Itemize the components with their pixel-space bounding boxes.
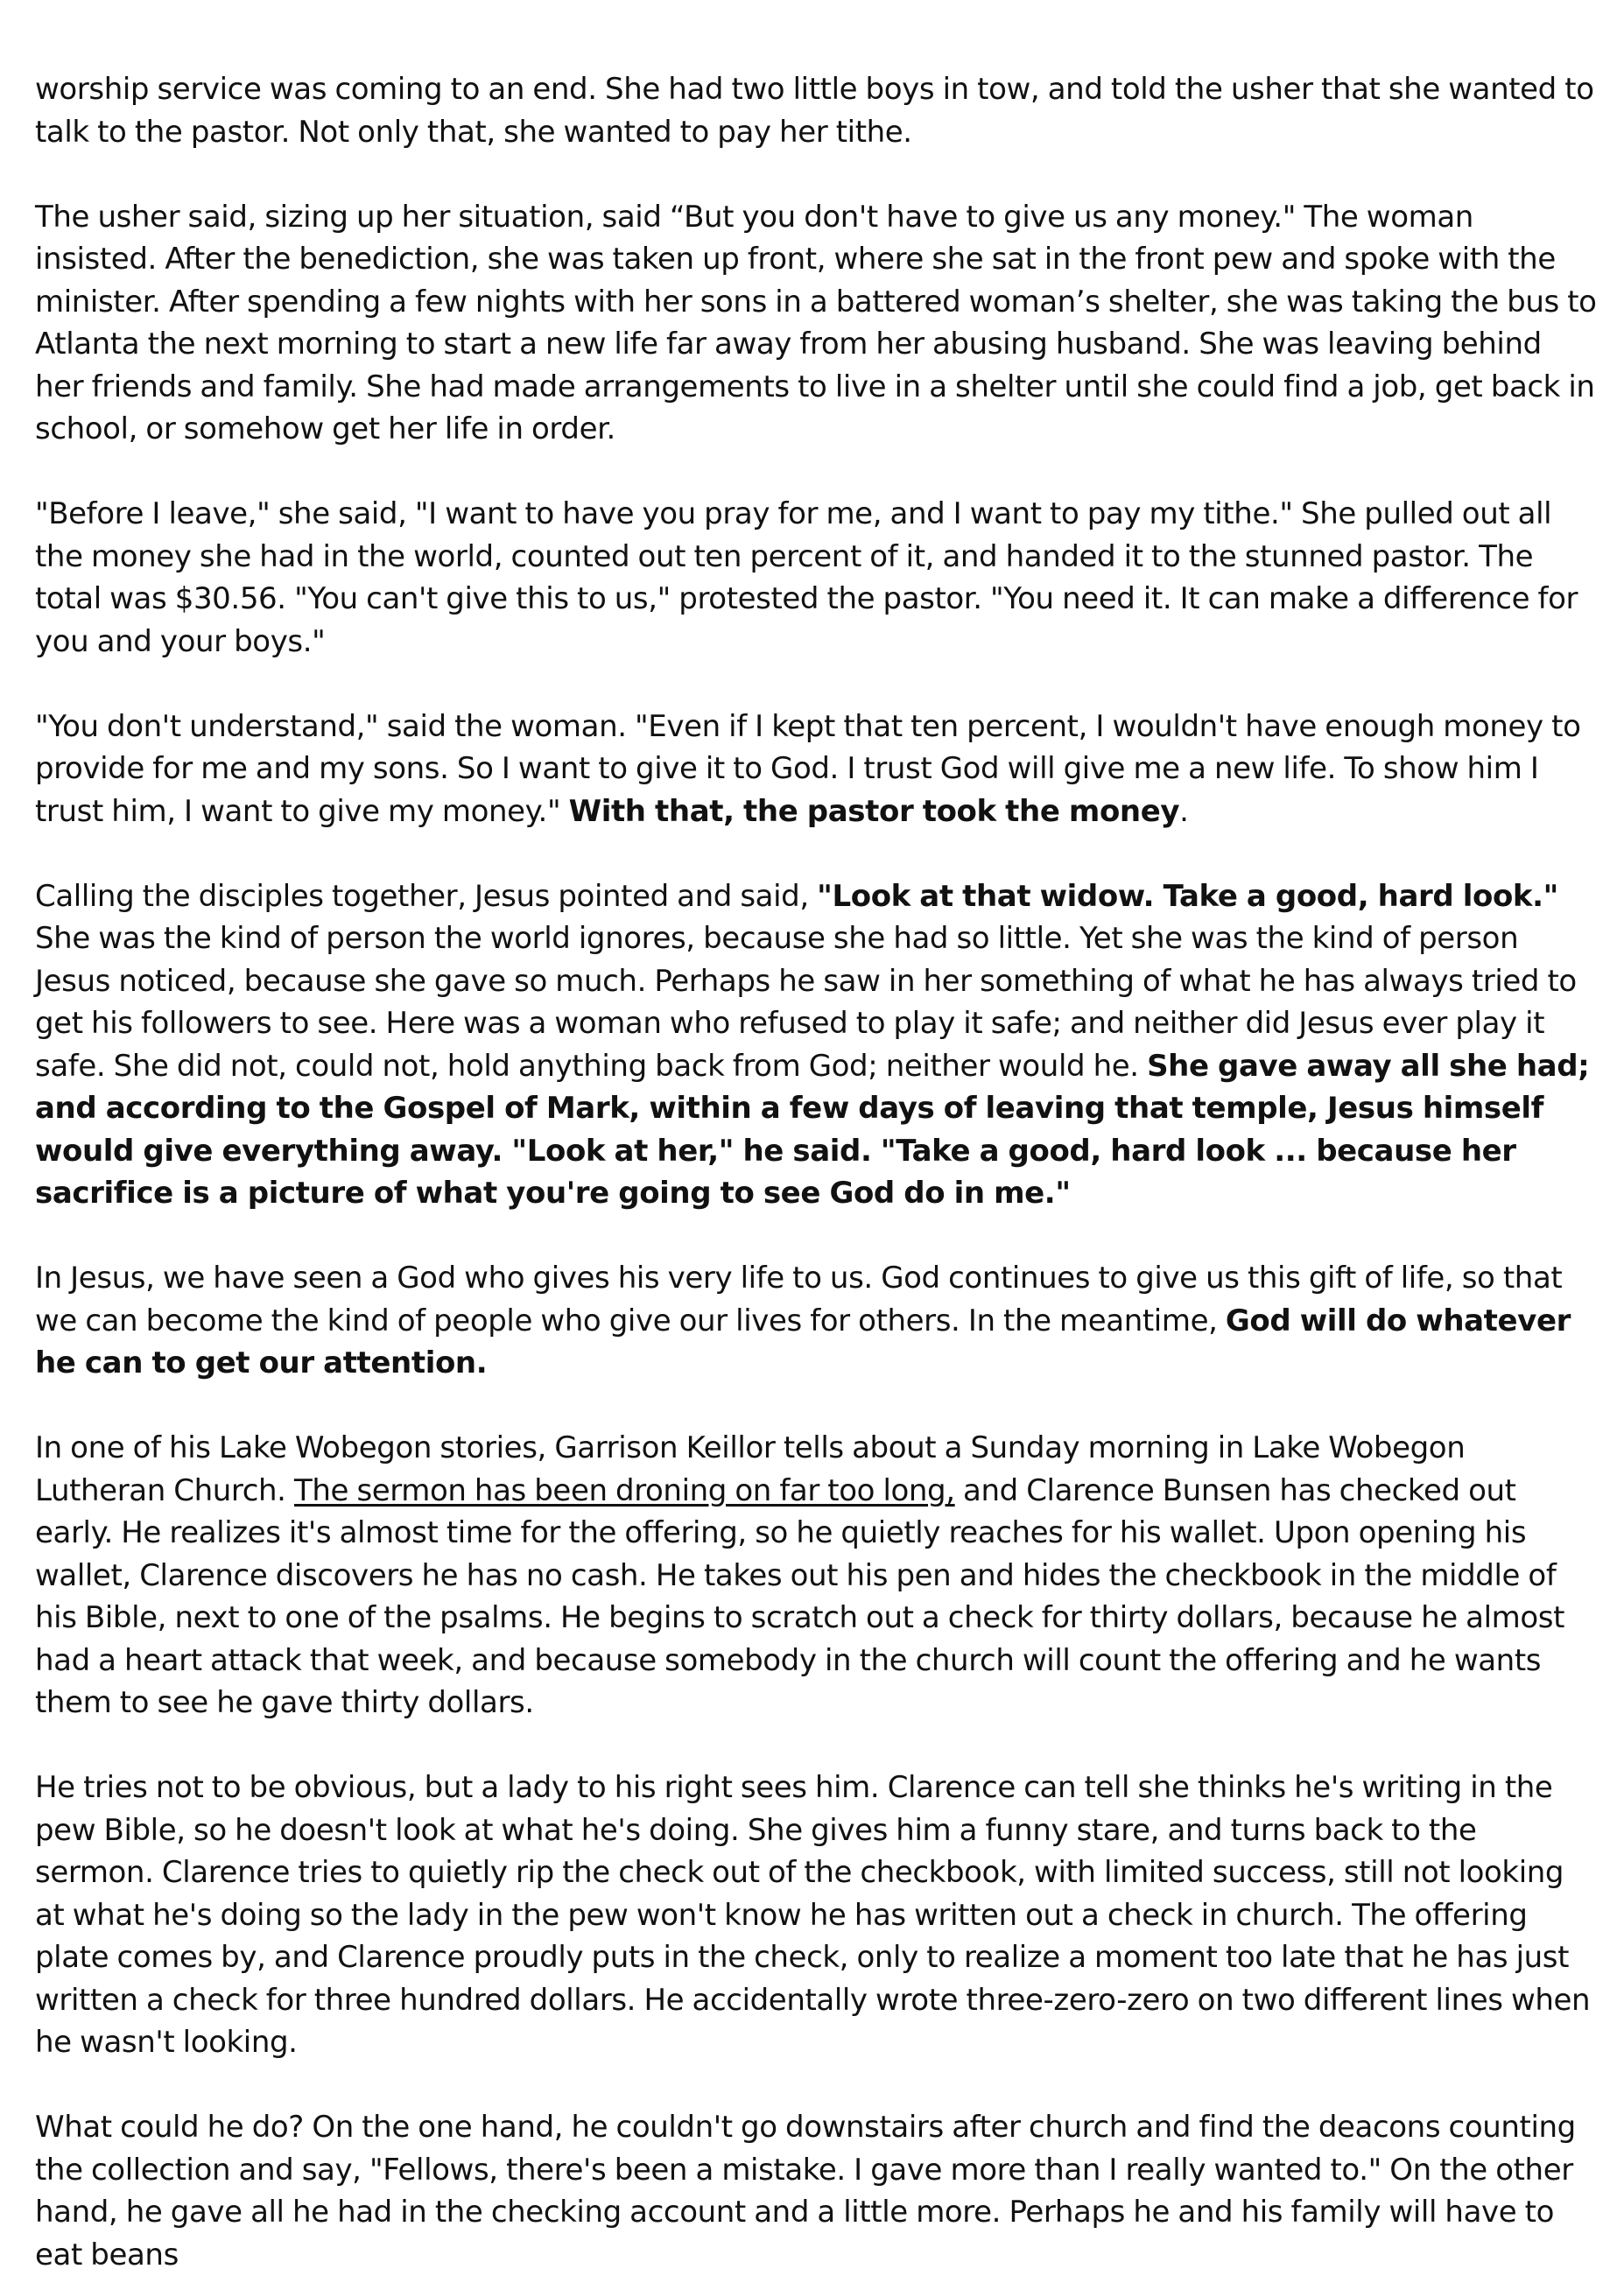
paragraph-4-text-end: .	[1179, 793, 1189, 829]
paragraph-7-underlined-text: The sermon has been droning on far too long,	[294, 1472, 955, 1508]
paragraph-8-text: He tries not to be obvious, but a lady to his right sees him. Clarence can tell she thinks he's writing in the pew Bible, so he doesn't look at what he's doing. She gives him a funny stare, and turns back to the sermon. Clarence tries to quietly rip the check out of the checkbook, with limited success, still not looking at what he's doing so the lady in the pew won't know he has written out a check in church. The offering plate comes by, and Clarence proudly puts in the check, only to realize a moment too late that he has just written a check for three hundred dollars. He accidentally wrote three-zero-zero on two different lines when he wasn't looking.	[35, 1770, 1591, 2060]
paragraph-7-text: In one of his Lake Wobegon stories, Garrison Keillor tells about a Sunday morning in Lake Wobegon Lutheran Church.	[35, 1430, 1466, 1508]
paragraph-5-bold-quote: "Look at that widow. Take a good, hard look."	[817, 878, 1558, 914]
paragraph-7	[35, 1427, 1598, 1725]
paragraph-8	[35, 1767, 1598, 2064]
paragraph-5-text: Calling the disciples together, Jesus pointed and said,	[35, 878, 818, 914]
paragraph-6-text: In Jesus, we have seen a God who gives his very life to us. God continues to give us this gift of life, so that we can become the kind of people who give our lives for others. In the meantime,	[35, 1261, 1563, 1338]
paragraph-1	[35, 68, 1598, 153]
paragraph-9	[35, 2106, 1598, 2276]
paragraph-2-text: The usher said, sizing up her situation, said “But you don't have to give us any money." The woman insisted. After the benediction, she was taken up front, where she sat in the front pew and spoke with the minister. After spending a few nights with her sons in a battered woman’s shelter, she was taking the bus to Atlanta the next morning to start a new life far away from her abusing husband. She was leaving behind her friends and family. She had made arrangements to live in a shelter until she could find a job, get back in school, or somehow get her life in order.	[35, 199, 1597, 446]
paragraph-4-bold-text: With that, the pastor took the money	[568, 793, 1180, 829]
paragraph-4-text: "You don't understand," said the woman. "Even if I kept that ten percent, I wouldn't have enough money to provide for me and my sons. So I want to give it to God. I trust God will give me a new life. To show him I trust him, I want to give my money."	[35, 708, 1581, 829]
paragraph-5-bold-text: She gave away all she had; and according to the Gospel of Mark, within a few days of leaving that temple, Jesus himself would give everything away. "Look at her," he said. "Take a good, hard look ... because her sacrifice is a picture of what you're going to see God do in me."	[35, 1048, 1590, 1211]
paragraph-6	[35, 1257, 1598, 1385]
paragraph-5	[35, 875, 1598, 1215]
paragraph-3	[35, 493, 1598, 663]
paragraph-3-text: "Before I leave," she said, "I want to have you pray for me, and I want to pay my tithe." She pulled out all the money she had in the world, counted out ten percent of it, and handed it to the stunned pastor. The total was $30.56. "You can't give this to us," protested the pastor. "You need it. It can make a difference for you and your boys."	[35, 496, 1578, 659]
paragraph-2	[35, 196, 1598, 451]
paragraph-1-text: worship service was coming to an end. She had two little boys in tow, and told the usher that she wanted to talk to the pastor. Not only that, she wanted to pay her tithe.	[35, 72, 1594, 150]
paragraph-4	[35, 706, 1598, 833]
paragraph-9-text: What could he do? On the one hand, he couldn't go downstairs after church and find the deacons counting the collection and say, "Fellows, there's been a mistake. I gave more than I really wanted to." On the other hand, he gave all he had in the checking account and a little more. Perhaps he and his family will have to eat beans	[35, 2110, 1576, 2272]
paragraph-6-bold-text: God will do whatever he can to get our attention.	[35, 1303, 1571, 1380]
document-page	[35, 68, 1598, 2276]
paragraph-7-text-end: and Clarence Bunsen has checked out early. He realizes it's almost time for the offering, so he quietly reaches for his wallet. Upon opening his wallet, Clarence discovers he has no cash. He takes out his pen and hides the checkbook in the middle of his Bible, next to one of the psalms. He begins to scratch out a check for thirty dollars, because he almost had a heart attack that week, and because somebody in the church will count the offering and he wants them to see he gave thirty dollars.	[35, 1472, 1565, 1720]
paragraph-5-text-middle: She was the kind of person the world ignores, because she had so little. Yet she was the kind of person Jesus noticed, because she gave so much. Perhaps he saw in her something of what he has always tried to get his followers to see. Here was a woman who refused to play it safe; and neither did Jesus ever play it safe. She did not, could not, hold anything back from God; neither would he.	[35, 921, 1577, 1084]
